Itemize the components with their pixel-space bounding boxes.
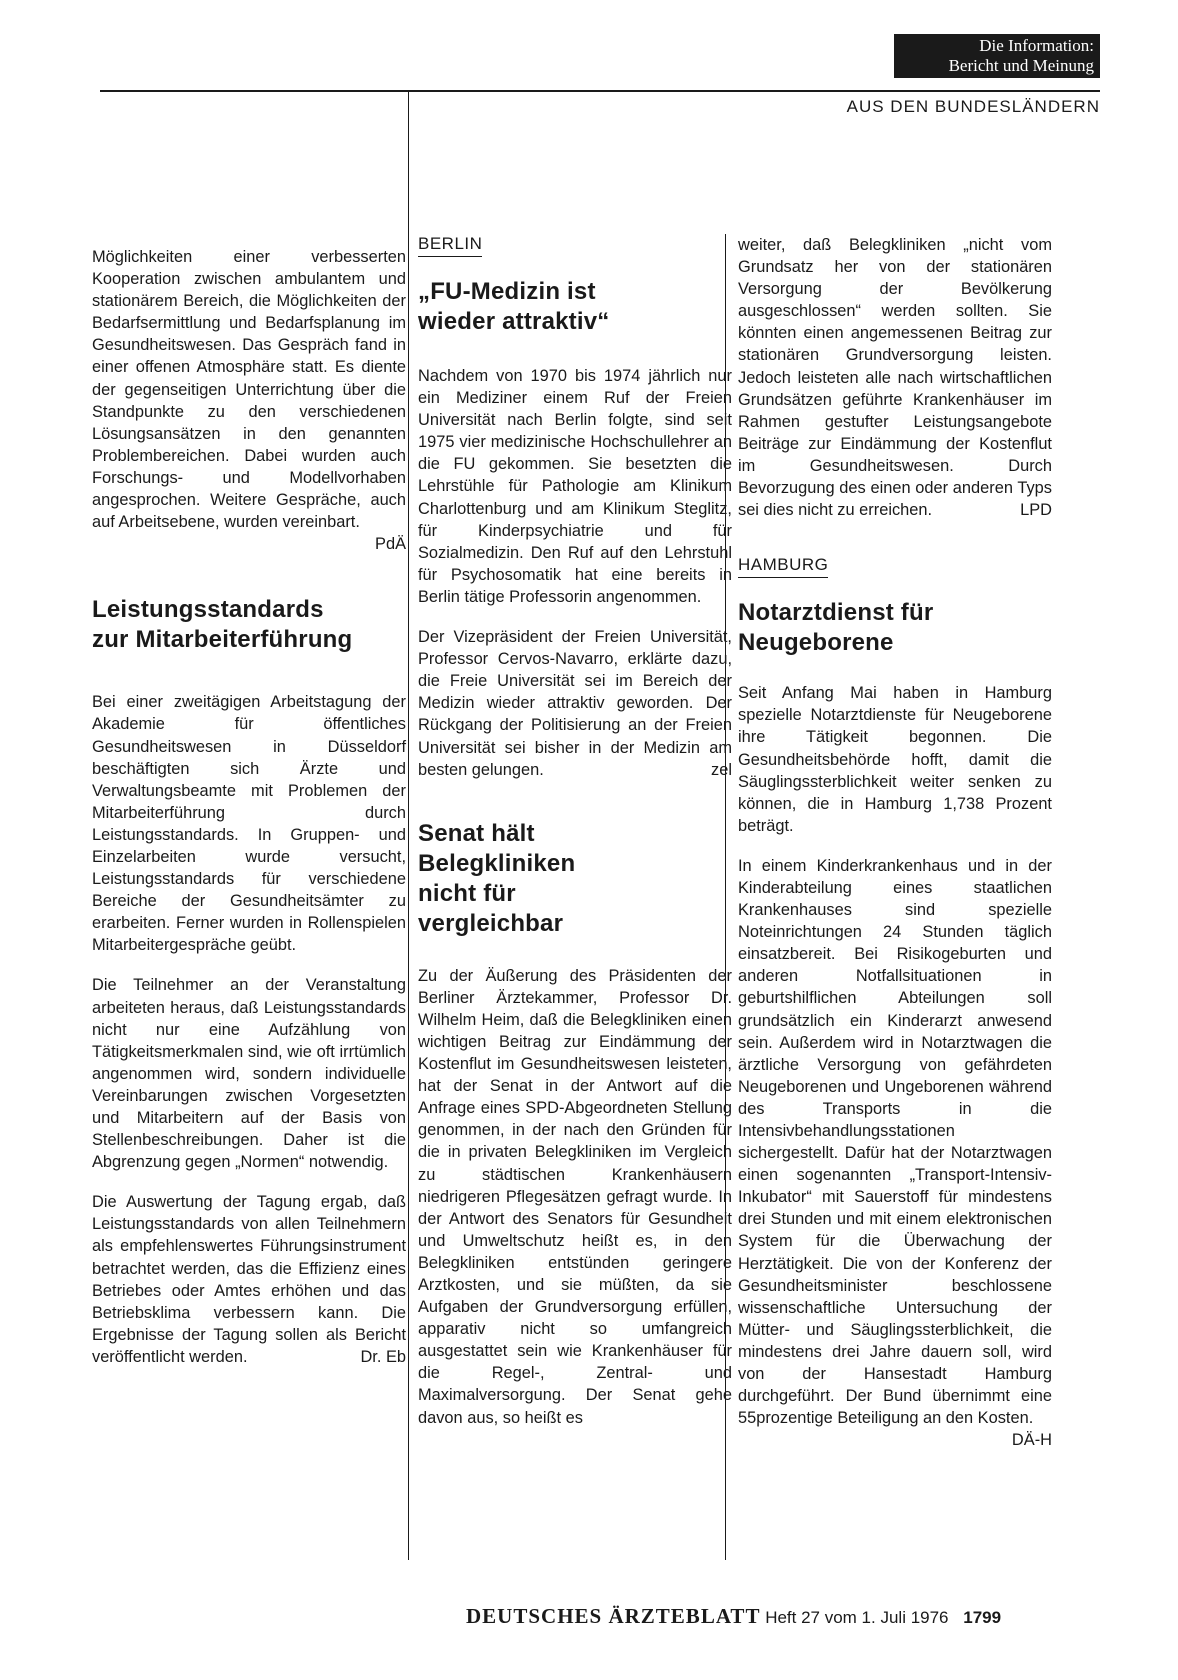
rubric-line-1: Die Information: xyxy=(979,36,1094,55)
region-label-berlin: BERLIN xyxy=(418,234,482,257)
paragraph-text: Die Auswertung der Tagung ergab, daß Leistungsstandards von allen Teilnehmern als empfehlenswertes Führungsinstrument betrachtet werden, das die Effizienz eines Betriebes oder Amtes erhöhen und das Betriebsklima verbessern kann. Die Ergebnisse der Tagung sollen als Bericht veröffentlicht werden. xyxy=(92,1193,406,1366)
article-paragraph: Nachdem von 1970 bis 1974 jährlich nur ein Mediziner einem Ruf der Freien Universität nach Berlin folgte, sind seit 1975 vier medizinische Hochschullehrer an die FU gekommen. Sie besetzten die Lehrstühle für Pathologie am Klinikum Charlottenburg und am Klinikum Steglitz, für Kinderpsychiatrie und für Sozialmedizin. Den Ruf auf den Lehrstuhl für Psychosomatik hat eine bereits in Berlin tätige Professorin angenommen. xyxy=(418,367,732,606)
article-paragraph: Die Teilnehmer an der Veranstaltung arbeiteten heraus, daß Leistungsstandards nicht nur eine Aufzählung von Tätigkeitsmerkmalen sind, wie oft irrtümlich angenommen wird, sondern individuelle Vereinbarungen zwischen Vorgesetzten und Mitarbeitern auf der Basis von Stellenbeschreibungen. Daher ist die Abgrenzung gegen „Normen“ notwendig. xyxy=(92,976,406,1172)
rubric-badge xyxy=(894,34,1100,78)
column-2 xyxy=(418,234,732,1429)
author-signature: LPD xyxy=(1020,501,1052,520)
issue-info: Heft 27 vom 1. Juli 1976 xyxy=(765,1608,949,1627)
header-rule xyxy=(100,90,1100,92)
page-number: 1799 xyxy=(963,1608,1002,1627)
article-continuation xyxy=(92,246,406,555)
article-paragraph: Seit Anfang Mai haben in Hamburg spezielle Notarztdienste für Neugeborene ihre Tätigkeit begonnen. Die Gesundheitsbehörde hofft, damit die Säuglingssterblichkeit weiter senken zu können, die in Hamburg 1,738 Prozent beträgt. xyxy=(738,684,1052,835)
column-3 xyxy=(738,234,1052,1451)
headline-notarztdienst: Notarztdienst für Neugeborene xyxy=(738,599,934,657)
rubric-line-2: Bericht und Meinung xyxy=(948,56,1094,75)
article-continuation xyxy=(738,234,1052,521)
section-title: AUS DEN BUNDESLÄNDERN xyxy=(846,97,1100,116)
paragraph-text: Der Vizepräsident der Freien Universität, Professor Cervos-Navarro, erklärte dazu, die Freie Universität sei im Bereich der Medizin wieder attraktiv geworden. Der Rückgang der Politisierung an der Freien Universität sei bisher in der Medizin am besten gelungen. xyxy=(418,628,732,779)
article-paragraph: Zu der Äußerung des Präsidenten der Berliner Ärztekammer, Professor Dr. Wilhelm Heim, daß die Belegkliniken einen wichtigen Beitrag zur Eindämmung der Kostenflut im Gesundheitswesen leisteten, hat der Senat in der Antwort auf die Anfrage eines SPD-Abgeordneten Stellung genommen, in der nach den Gründen für die in privaten Belegkliniken im Vergleich zu städtischen Krankenhäusern niedrigeren Pflegesätzen gefragt wurde. In der Antwort des Senators für Gesundheit und Umweltschutz heißt es, in den Belegkliniken entstünden geringere Arztkosten, und sie müßten, da sie Aufgaben der Grundversorgung erfüllen, apparativ nicht so umfangreich ausgestattet sein wie Krankenhäuser für die Regel-, Zentral- und Maximalversorgung. Der Senat gehe davon aus, so heißt es xyxy=(418,966,732,1427)
author-signature: zel xyxy=(711,760,732,779)
masthead: DEUTSCHES ÄRZTEBLATT xyxy=(466,1604,761,1628)
author-signature: Dr. Eb xyxy=(360,1347,406,1366)
author-signature: PdÄ xyxy=(375,535,406,554)
headline-fu-medizin: „FU-Medizin ist wieder attraktiv“ xyxy=(418,278,610,335)
article-paragraph: Bei einer zweitägigen Arbeitstagung der Akademie für öffentliches Gesundheitswesen in Düsseldorf beschäftigten sich Ärzte und Verwaltungsbeamte mit Problemen der Mitarbeiterführung durch Leistungsstandards. In Gruppen- und Einzelarbeiten wurde versucht, Leistungsstandards für verschiedene Bereiche der Gesundheitsämter zu erarbeiten. Ferner wurden in Rollenspielen Mitarbeitergespräche geübt. xyxy=(92,693,406,955)
article-paragraph xyxy=(738,855,1052,1450)
author-signature: DÄ-H xyxy=(1011,1431,1052,1450)
headline-senat: Senat hält Belegkliniken nicht für vergleichbar xyxy=(418,819,576,937)
article-paragraph xyxy=(92,1191,406,1368)
column-1 xyxy=(92,246,406,1368)
region-label-hamburg: HAMBURG xyxy=(738,555,828,578)
page-footer xyxy=(466,1604,1001,1629)
continuation-text: weiter, daß Belegkliniken „nicht vom Grundsatz her von der stationären Versorgung der Bevölkerung ausgeschlossen“ werden sollten. Sie könnten einen angemessenen Beitrag zur stationären Grundversorgung leisten. Jedoch leisteten alle nach wirtschaftlichen Grundsätzen geführte Krankenhäuser im Rahmen gestufter Leistungsangebote Beiträge zur Eindämmung der Kostenflut im Gesundheitswesen. Durch Bevorzugung des einen oder anderen Typs sei dies nicht zu erreichen. xyxy=(738,236,1052,520)
article-paragraph xyxy=(418,626,732,781)
continuation-text: Möglichkeiten einer verbesserten Kooperation zwischen ambulantem und stationärem Bereich, die Möglichkeiten der Bedarfsermittlung und Bedarfsplanung im Gesundheitswesen. Das Gespräch fand in einer offenen Atmosphäre statt. Es diente der gegenseitigen Unterrichtung über die Standpunkte zu den verschiedenen Lösungsansätzen in den genannten Problembereichen. Dabei wurden auch Forschungs- und Modellvorhaben angesprochen. Weitere Gespräche, auch auf Arbeitsebene, wurden vereinbart. xyxy=(92,248,406,532)
headline-leistungsstandards: Leistungsstandards zur Mitarbeiterführung xyxy=(92,596,353,654)
paragraph-text: In einem Kinderkrankenhaus und in der Kinderabteilung eines staatlichen Krankenhauses sind spezielle Noteinrichtungen 24 Stunden täglich einsatzbereit. Bei Risikogeburten und anderen Notfallsituationen in geburtshilflichen Abteilungen soll grundsätzlich ein Kinderarzt anwesend sein. Außerdem wird in Notarztwagen die ärztliche Versorgung von gefährdeten Neugeborenen und Ungeborenen während des Transports in die Intensivbehandlungsstationen sichergestellt. Dafür hat der Notarztwagen einen sogenannten „Transport-Intensiv-Inkubator“ mit Sauerstoff für mindestens drei Stunden und mit einem elektronischen System für die Überwachung der Herztätigkeit. Die von der Konferenz der Gesundheitsminister beschlossene wissenschaftliche Untersuchung der Mütter- und Säuglingssterblichkeit, die mindestens drei Jahre dauern soll, wird von der Hansestadt Hamburg durchgeführt. Der Bund übernimmt eine 55prozentige Beteiligung an den Kosten. xyxy=(738,856,1052,1428)
column-divider-left xyxy=(408,90,409,1560)
